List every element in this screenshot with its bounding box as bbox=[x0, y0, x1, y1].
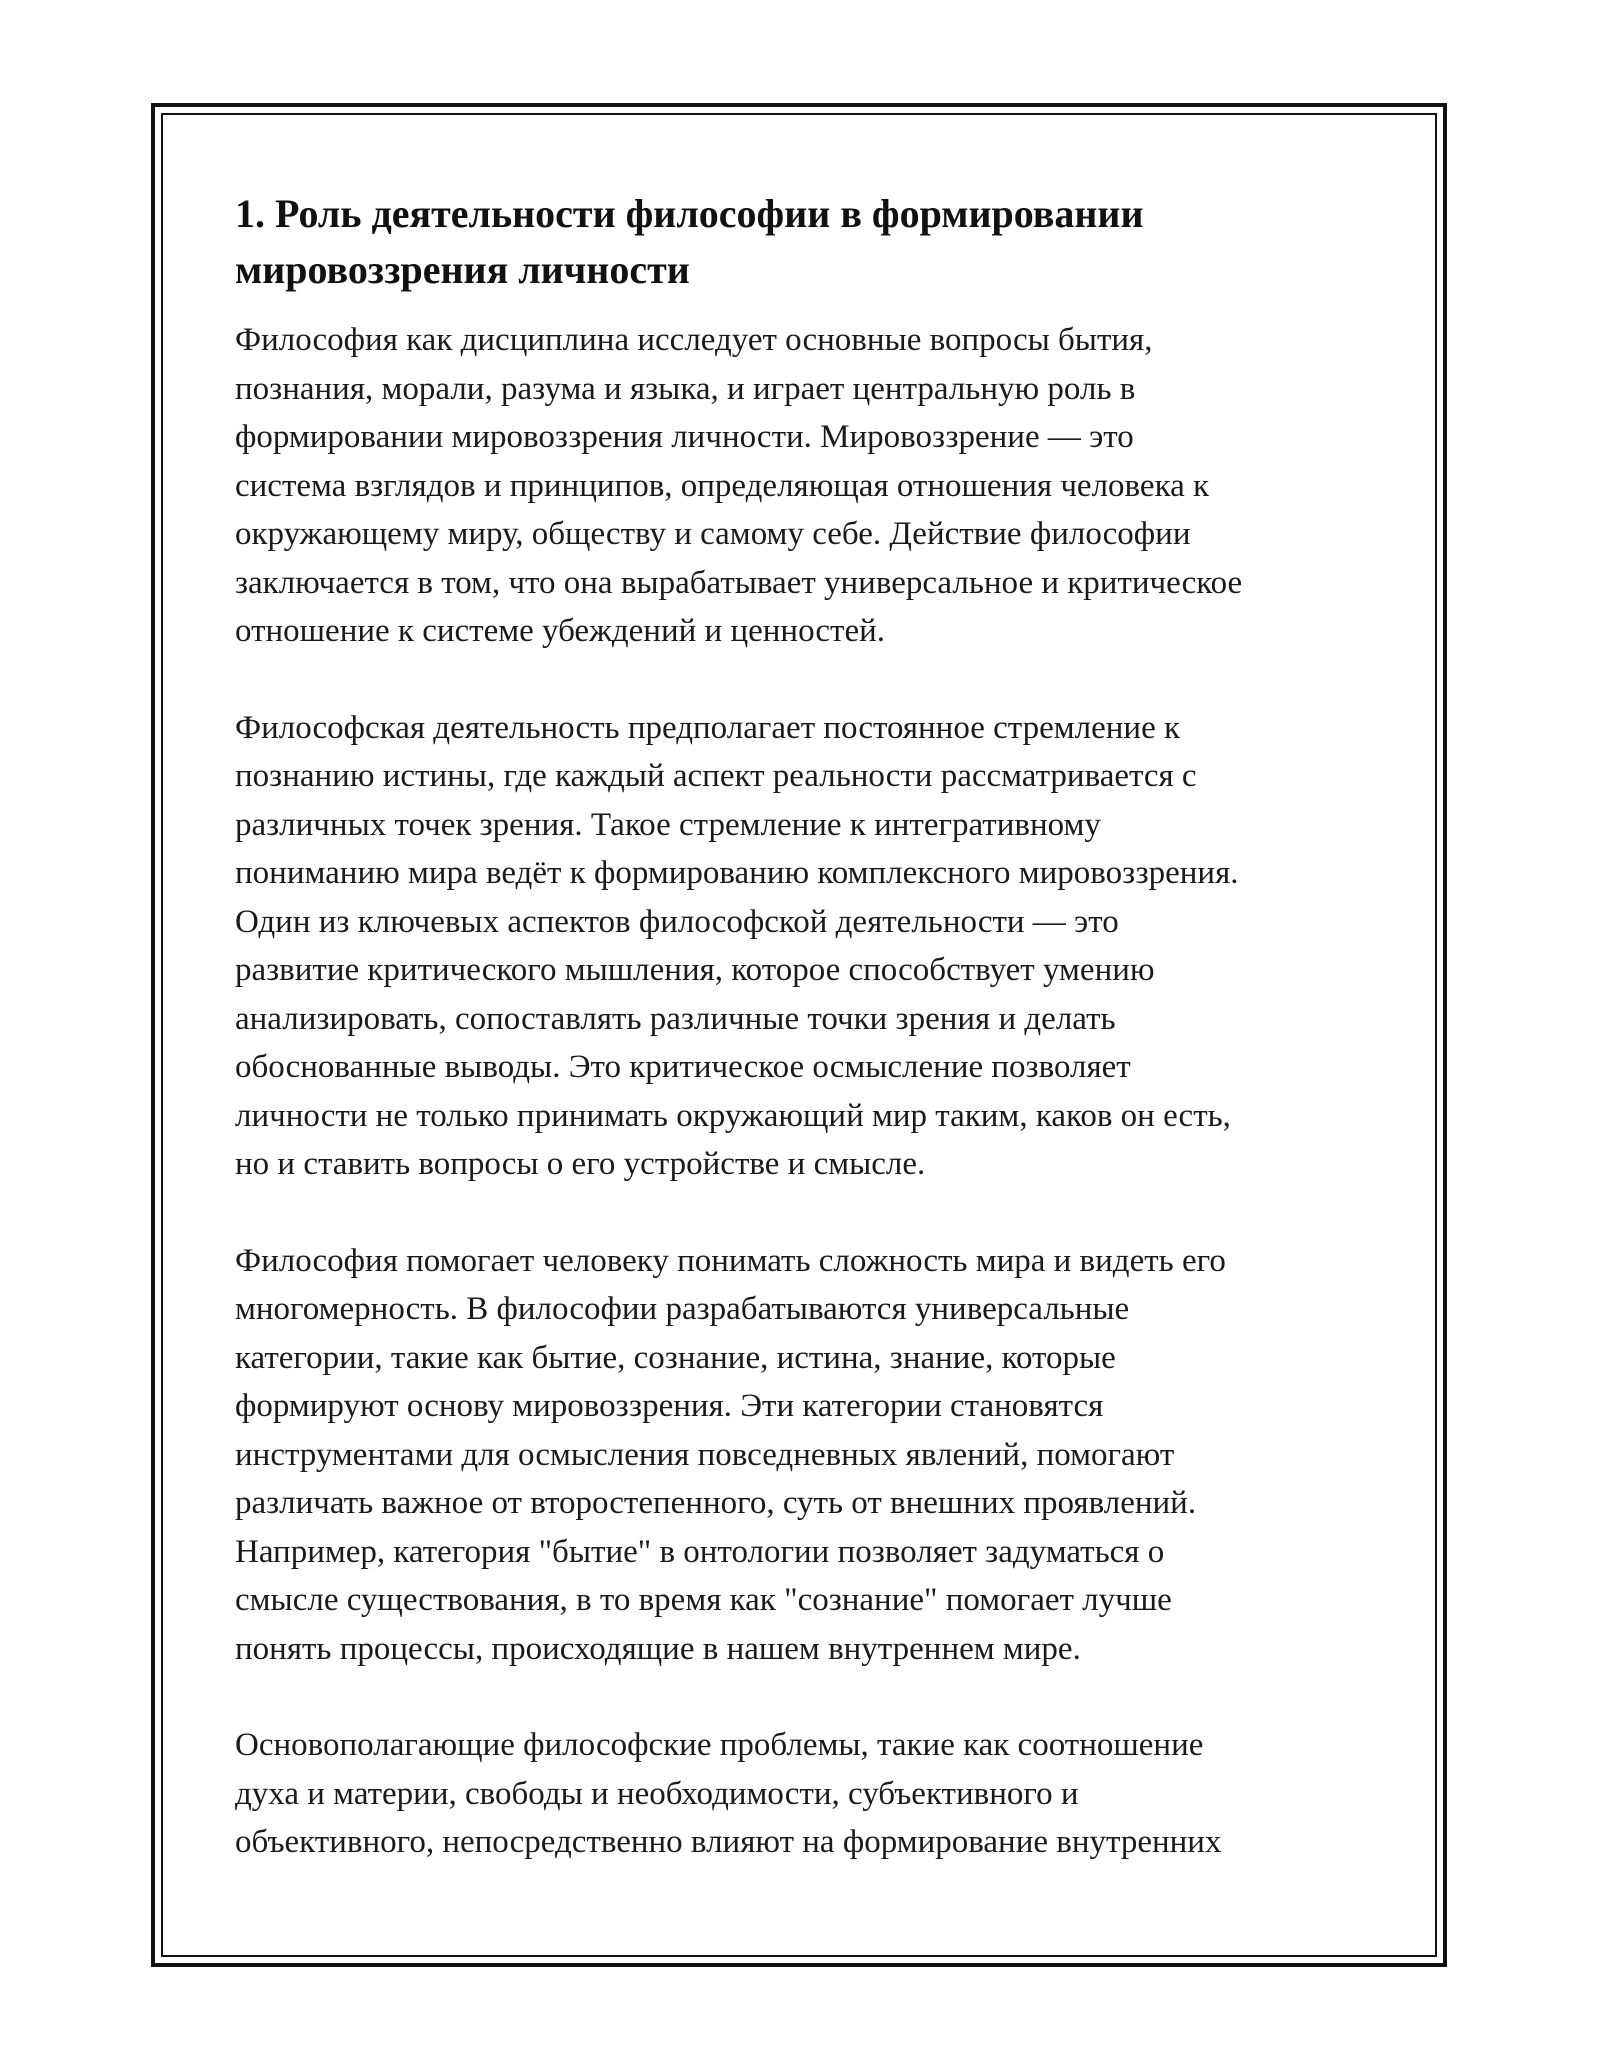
paragraph-4 bbox=[235, 1721, 1375, 1867]
heading-line: мировоззрения личности bbox=[235, 247, 690, 292]
text-line: заключается в том, что она вырабатывает универсальное и критическое bbox=[235, 564, 1243, 601]
text-line: Философия помогает человеку понимать сложность мира и видеть его bbox=[235, 1242, 1226, 1279]
heading-line: 1. Роль деятельности философии в формировании bbox=[235, 191, 1144, 236]
text-line: Один из ключевых аспектов философской деятельности — это bbox=[235, 903, 1119, 940]
text-line: познания, морали, разума и языка, и играет центральную роль в bbox=[235, 370, 1136, 407]
document-body bbox=[235, 186, 1375, 1915]
text-line: объективного, непосредственно влияют на формирование внутренних bbox=[235, 1824, 1222, 1860]
text-line: Основополагающие философские проблемы, такие как соотношение bbox=[235, 1727, 1204, 1763]
text-line: многомерность. В философии разрабатываются универсальные bbox=[235, 1291, 1130, 1327]
text-line: отношение к системе убеждений и ценностей. bbox=[235, 613, 886, 649]
text-line: Философия как дисциплина исследует основные вопросы бытия, bbox=[235, 322, 1153, 358]
text-line: смысле существования, в то время как "сознание" помогает лучше bbox=[235, 1582, 1172, 1618]
text-line: обоснованные выводы. Это критическое осмысление позволяет bbox=[235, 1049, 1131, 1085]
text-line: формируют основу мировоззрения. Эти категории становятся bbox=[235, 1388, 1104, 1424]
paragraph-1 bbox=[235, 316, 1375, 656]
text-line: различать важное от второстепенного, суть от внешних проявлений. bbox=[235, 1485, 1197, 1521]
text-line: окружающему миру, обществу и самому себе. Действие философии bbox=[235, 516, 1191, 552]
text-line: Например, категория "бытие" в онтологии позволяет задуматься о bbox=[235, 1533, 1165, 1570]
text-line: система взглядов и принципов, определяющая отношения человека к bbox=[235, 467, 1210, 504]
text-line: но и ставить вопросы о его устройстве и смысле. bbox=[235, 1146, 926, 1182]
paragraph-2 bbox=[235, 704, 1375, 1189]
text-line: понять процессы, происходящие в нашем внутреннем мире. bbox=[235, 1630, 1081, 1667]
text-line: развитие критического мышления, которое способствует умению bbox=[235, 952, 1155, 988]
text-line: духа и материи, свободы и необходимости, субъективного и bbox=[235, 1775, 1079, 1812]
text-line: личности не только принимать окружающий мир таким, каков он есть, bbox=[235, 1097, 1231, 1134]
text-line: познанию истины, где каждый аспект реальности рассматривается с bbox=[235, 758, 1197, 794]
text-line: пониманию мира ведёт к формированию комплексного мировоззрения. bbox=[235, 855, 1239, 891]
section-heading bbox=[235, 186, 1375, 298]
text-line: Философская деятельность предполагает постоянное стремление к bbox=[235, 709, 1181, 746]
text-line: формировании мировоззрения личности. Мировоззрение — это bbox=[235, 419, 1134, 455]
text-line: инструментами для осмысления повседневных явлений, помогают bbox=[235, 1436, 1175, 1473]
paragraph-3 bbox=[235, 1237, 1375, 1674]
text-line: анализировать, сопоставлять различные точки зрения и делать bbox=[235, 1000, 1116, 1037]
text-line: различных точек зрения. Такое стремление к интегративному bbox=[235, 806, 1101, 843]
text-line: категории, такие как бытие, сознание, истина, знание, которые bbox=[235, 1339, 1116, 1376]
